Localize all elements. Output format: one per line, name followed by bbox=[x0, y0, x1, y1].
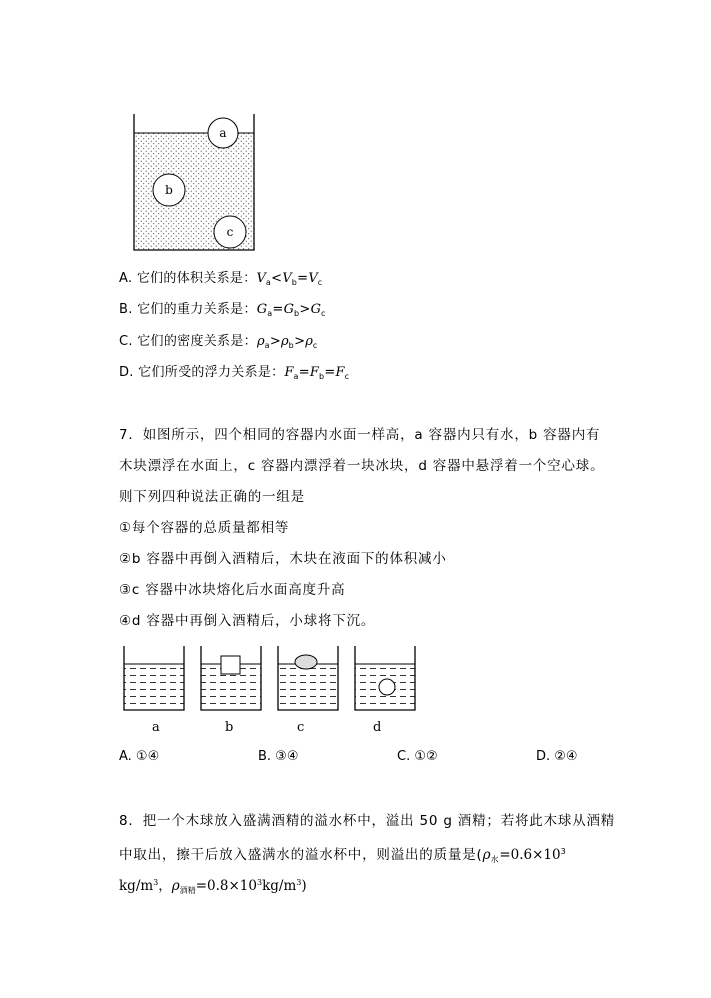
q6-b-op1: = bbox=[272, 302, 284, 317]
q6-b-sym1: G bbox=[256, 302, 268, 317]
q6-option-c-prefix: C. 它们的密度关系是： bbox=[119, 334, 257, 349]
wood-block bbox=[221, 656, 240, 674]
q6-d-sub1: a bbox=[293, 372, 299, 381]
q6-a-op2: = bbox=[297, 271, 309, 286]
q6-a-sym2: V bbox=[282, 271, 292, 286]
q8-close-paren: ) bbox=[301, 878, 307, 894]
q8-line-2-text: 中取出，擦干后放入盛满水的溢水杯中，则溢出的质量是( bbox=[119, 847, 483, 863]
container-a-water bbox=[124, 664, 184, 710]
q6-c-sym2: ρ bbox=[281, 334, 289, 349]
q7-line-2: 木块漂浮在水面上，c 容器内漂浮着一块冰块，d 容器中悬浮着一个空心球。 bbox=[119, 458, 605, 474]
q8-val-water: =0.6×10 bbox=[499, 847, 561, 863]
q6-option-b-prefix: B. 它们的重力关系是： bbox=[119, 302, 257, 317]
q6-d-sym2: F bbox=[309, 365, 319, 380]
q8-sub-water: 水 bbox=[490, 855, 500, 864]
q6-c-sub3: c bbox=[312, 341, 318, 350]
q6-d-sym1: F bbox=[284, 365, 294, 380]
q6-a-sym3: V bbox=[308, 271, 318, 286]
q8-line-2 bbox=[119, 843, 567, 869]
q8-unit-1: kg/m bbox=[119, 878, 154, 894]
ball-c-label: c bbox=[226, 225, 234, 239]
q7-line-1: 7．如图所示，四个相同的容器内水面一样高，a 容器内只有水，b 容器内有 bbox=[119, 427, 601, 443]
q8-rho-alcohol: ρ bbox=[171, 878, 180, 894]
q6-c-sub2: b bbox=[288, 341, 295, 350]
q6-b-sym2: G bbox=[283, 302, 294, 317]
q6-option-a-prefix: A. 它们的体积关系是： bbox=[119, 271, 257, 286]
q6-d-sym3: F bbox=[335, 365, 345, 380]
q8-exp-alcohol: 3 bbox=[256, 878, 263, 887]
q8-unit-2: kg/m bbox=[262, 878, 297, 894]
q6-a-sub2: b bbox=[291, 278, 298, 287]
q8-line-1: 8．把一个木球放入盛满酒精的溢水杯中，溢出 50 g 酒精；若将此木球从酒精 bbox=[119, 813, 616, 829]
q6-a-sub1: a bbox=[265, 278, 272, 287]
q6-b-op2: > bbox=[299, 302, 311, 317]
q7-statement-1: ①每个容器的总质量都相等 bbox=[119, 520, 290, 536]
q6-a-op1: < bbox=[271, 271, 283, 286]
q6-a-sub3: c bbox=[317, 278, 323, 287]
q7-statement-2: ②b 容器中再倒入酒精后，木块在液面下的体积减小 bbox=[119, 551, 447, 567]
q6-c-op1: > bbox=[269, 334, 282, 349]
q6-c-op2: > bbox=[294, 334, 306, 349]
container-c-label: c bbox=[297, 720, 305, 735]
q7-option-a: A. ①④ bbox=[119, 749, 160, 764]
ice-block bbox=[295, 655, 317, 669]
hollow-ball bbox=[379, 679, 395, 695]
container-a-label: a bbox=[152, 720, 160, 735]
container-c-water bbox=[278, 664, 338, 710]
q7-option-d: D. ②④ bbox=[536, 749, 578, 764]
q7-option-c: C. ①② bbox=[397, 749, 438, 764]
q7-statement-3: ③c 容器中冰块熔化后水面高度升高 bbox=[119, 582, 346, 598]
q6-d-sub3: c bbox=[344, 372, 350, 381]
q6-b-sub3: c bbox=[320, 309, 326, 318]
q6-c-sub1: a bbox=[264, 341, 270, 350]
q8-separator: ， bbox=[158, 878, 172, 894]
q6-d-op2: = bbox=[324, 365, 336, 380]
q8-unit-2-exp: 3 bbox=[296, 878, 302, 887]
q7-option-b: B. ③④ bbox=[258, 749, 299, 764]
q7-line-3: 则下列四种说法正确的一组是 bbox=[119, 489, 305, 505]
ball-b-label: b bbox=[165, 183, 173, 197]
q6-option-d-prefix: D. 它们所受的浮力关系是： bbox=[119, 365, 285, 380]
q8-val-alcohol: =0.8×10 bbox=[195, 878, 257, 894]
q7-statement-4: ④d 容器中再倒入酒精后，小球将下沉。 bbox=[119, 613, 376, 629]
q6-d-sub2: b bbox=[318, 372, 325, 381]
q6-c-sym3: ρ bbox=[305, 334, 313, 349]
q6-b-sub2: b bbox=[293, 309, 300, 318]
container-b-label: b bbox=[225, 720, 234, 735]
container-d-label: d bbox=[373, 720, 382, 735]
ball-a-label: a bbox=[219, 126, 227, 140]
q8-exp-water: 3 bbox=[560, 847, 567, 856]
q6-b-sub1: a bbox=[267, 309, 273, 318]
q8-sub-alcohol: 酒精 bbox=[179, 886, 196, 895]
q6-c-sym1: ρ bbox=[256, 334, 265, 349]
q6-b-sym3: G bbox=[310, 302, 321, 317]
q6-a-sym1: V bbox=[256, 271, 266, 286]
q6-d-op1: = bbox=[298, 365, 310, 380]
q8-line-3 bbox=[119, 874, 307, 900]
q8-unit-1-exp: 3 bbox=[153, 878, 159, 887]
q8-rho-water: ρ bbox=[482, 847, 491, 863]
